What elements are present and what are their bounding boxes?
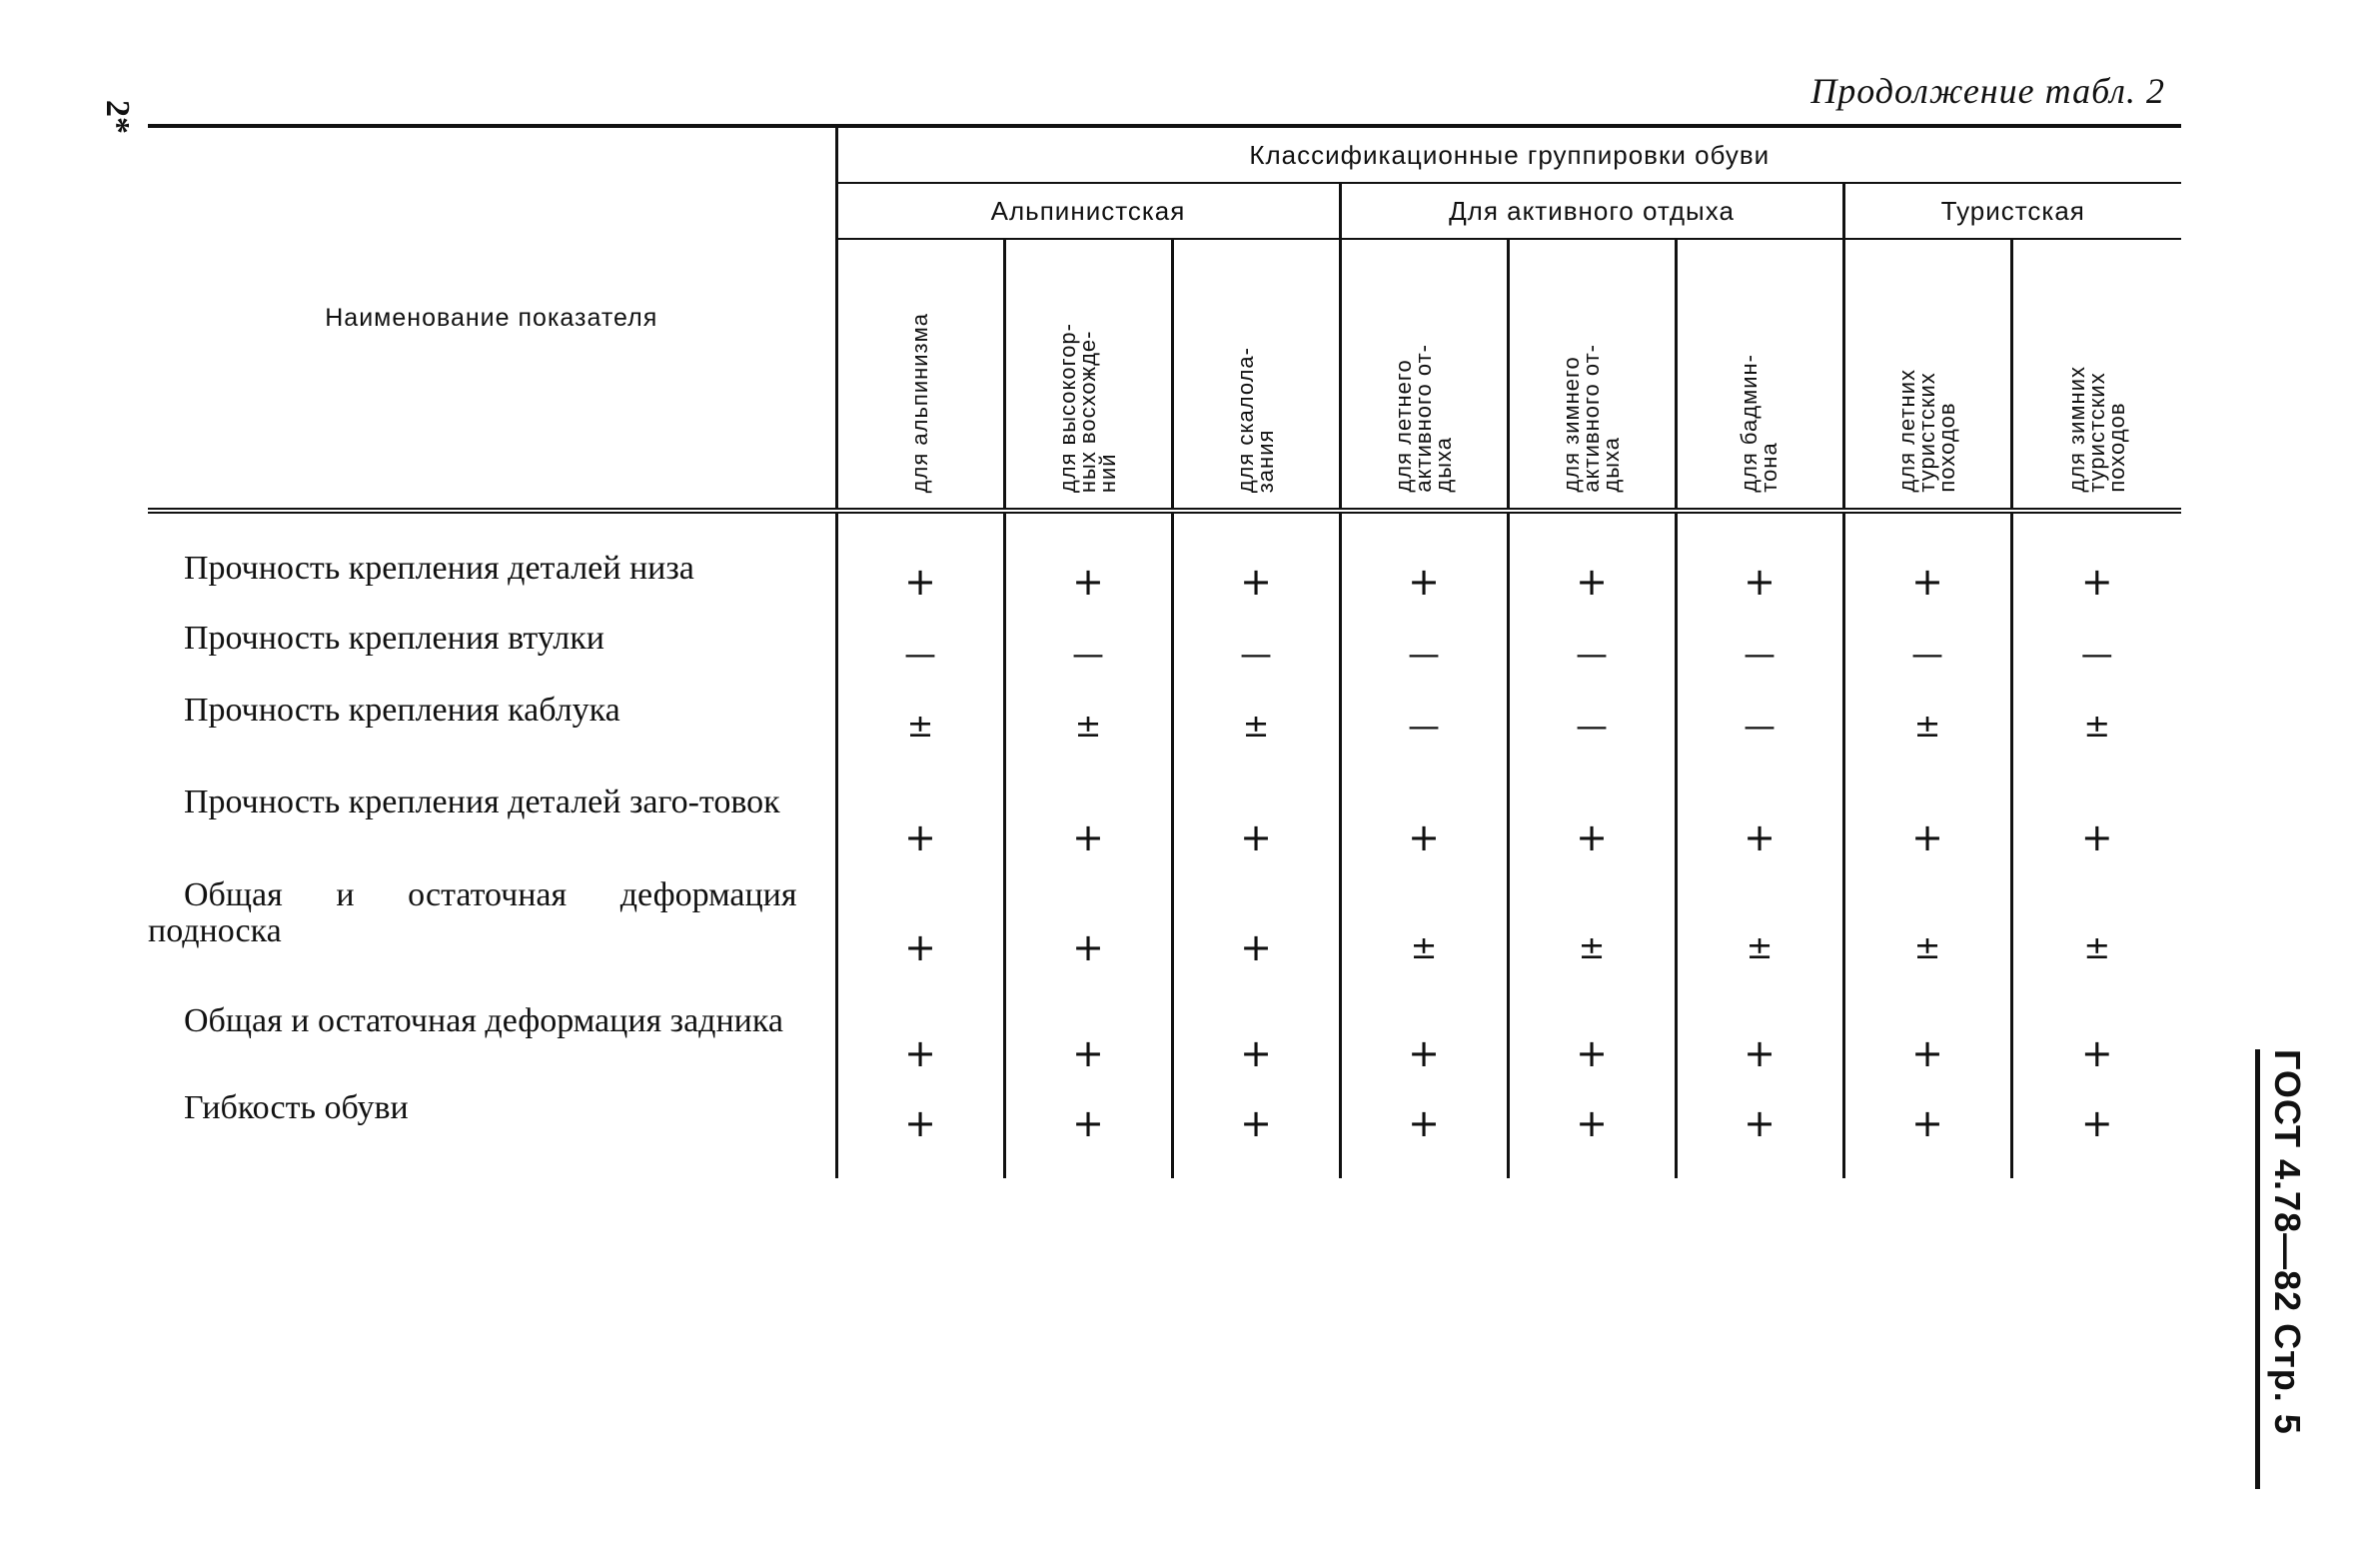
table-row — [148, 1074, 2181, 1178]
table-cell: + — [1508, 511, 1676, 603]
table-cell: + — [836, 968, 1004, 1074]
subgroup-header — [1004, 239, 1172, 511]
table-cell: — — [1340, 603, 1508, 675]
table-cell: ± — [1340, 858, 1508, 968]
table-cell: + — [1843, 968, 2011, 1074]
table-cell: + — [2011, 747, 2181, 858]
indicator-name: Прочность крепления деталей заго-товок — [184, 784, 780, 820]
indicator-table — [148, 124, 2181, 1178]
table-cell: + — [1508, 968, 1676, 1074]
subgroup-label: для зимнего активного от- дыха — [1559, 344, 1624, 493]
subgroup-header — [2011, 239, 2181, 511]
indicator-name: Общая и остаточная деформация подноска — [148, 876, 797, 949]
table-cell: + — [1676, 511, 1843, 603]
table-row — [148, 968, 2181, 1074]
table-cell: + — [1004, 511, 1172, 603]
table-cell: ± — [836, 675, 1004, 747]
subgroup-label: для скалола- зания — [1233, 346, 1278, 493]
subgroup-header — [1508, 239, 1676, 511]
indicator-name: Прочность крепления втулки — [184, 620, 604, 657]
table-cell: — — [1172, 603, 1340, 675]
table-cell: + — [2011, 968, 2181, 1074]
table-cell: ± — [1843, 858, 2011, 968]
table-cell: — — [1676, 603, 1843, 675]
table-cell: + — [2011, 1074, 2181, 1178]
table-cell: + — [836, 511, 1004, 603]
subgroup-header — [1843, 239, 2011, 511]
table-cell: — — [1004, 603, 1172, 675]
page-footer — [2255, 1049, 2350, 1489]
table-cell: + — [1340, 968, 1508, 1074]
table-cell: — — [836, 603, 1004, 675]
table-cell: ± — [1004, 675, 1172, 747]
table-cell: + — [1676, 1074, 1843, 1178]
subgroup-label: для зимних туристских походов — [2063, 366, 2129, 493]
table-cell: + — [1004, 858, 1172, 968]
table-cell: + — [1676, 747, 1843, 858]
table-row — [148, 747, 2181, 858]
subgroup-label: для высокогор- ных восхожде- ний — [1055, 322, 1120, 493]
table-cell: + — [1172, 511, 1340, 603]
table-cell: + — [836, 747, 1004, 858]
table-cell: ± — [2011, 858, 2181, 968]
classification-header: Классификационные группировки обуви — [836, 126, 2181, 183]
table-cell: — — [1340, 675, 1508, 747]
table-cell: + — [1843, 1074, 2011, 1178]
table-cell: — — [1843, 603, 2011, 675]
table-cell: — — [1508, 603, 1676, 675]
table-cell: + — [1508, 747, 1676, 858]
table-cell: — — [1508, 675, 1676, 747]
indicator-name-header: Наименование показателя — [148, 126, 836, 511]
indicator-name: Прочность крепления деталей низа — [184, 549, 694, 587]
table-cell: + — [1340, 747, 1508, 858]
page-side-mark: 2* — [99, 100, 136, 134]
subgroup-header — [1340, 239, 1508, 511]
indicator-name: Общая и остаточная деформация задника — [184, 1002, 783, 1039]
table-cell: + — [1340, 511, 1508, 603]
table-cell: + — [1172, 968, 1340, 1074]
table-cell: + — [1676, 968, 1843, 1074]
subgroup-header — [1172, 239, 1340, 511]
header-row-class — [148, 126, 2181, 183]
table-cell: + — [836, 858, 1004, 968]
table-cell: + — [1172, 1074, 1340, 1178]
table-cell: + — [1843, 511, 2011, 603]
table-cell: + — [1340, 1074, 1508, 1178]
table-cell: + — [1004, 1074, 1172, 1178]
subgroup-label: для летнего активного от- дыха — [1391, 344, 1456, 493]
table-cell: + — [2011, 511, 2181, 603]
table-row — [148, 675, 2181, 747]
table-cell: — — [1676, 675, 1843, 747]
group-header-active-rest: Для активного отдыха — [1340, 183, 1843, 239]
table-cell: + — [1004, 968, 1172, 1074]
subgroup-label: для летних туристских походов — [1894, 369, 1959, 493]
table-row — [148, 858, 2181, 968]
table-cell: + — [1004, 747, 1172, 858]
table-row — [148, 511, 2181, 603]
subgroup-header — [836, 239, 1004, 511]
indicator-name: Гибкость обуви — [184, 1089, 409, 1126]
table-cell: ± — [2011, 675, 2181, 747]
page-reference: ГОСТ 4.78—82 Стр. 5 — [2267, 1049, 2308, 1435]
table-cell: + — [1172, 858, 1340, 968]
table-continuation-caption: Продолжение табл. 2 — [1810, 71, 2165, 111]
table-row — [148, 603, 2181, 675]
table-cell: — — [2011, 603, 2181, 675]
indicator-name: Прочность крепления каблука — [184, 692, 620, 729]
table-cell: + — [1172, 747, 1340, 858]
subgroup-label: для бадмин- тона — [1737, 354, 1782, 493]
table-cell: ± — [1508, 858, 1676, 968]
table-cell: ± — [1843, 675, 2011, 747]
table-cell: ± — [1172, 675, 1340, 747]
table-cell: + — [836, 1074, 1004, 1178]
table-cell: + — [1508, 1074, 1676, 1178]
table-cell: ± — [1676, 858, 1843, 968]
group-header-alpine: Альпинистская — [836, 183, 1340, 239]
table-cell: + — [1843, 747, 2011, 858]
subgroup-label: для альпинизма — [907, 312, 932, 493]
subgroup-header — [1676, 239, 1843, 511]
group-header-tourist: Туристская — [1843, 183, 2181, 239]
